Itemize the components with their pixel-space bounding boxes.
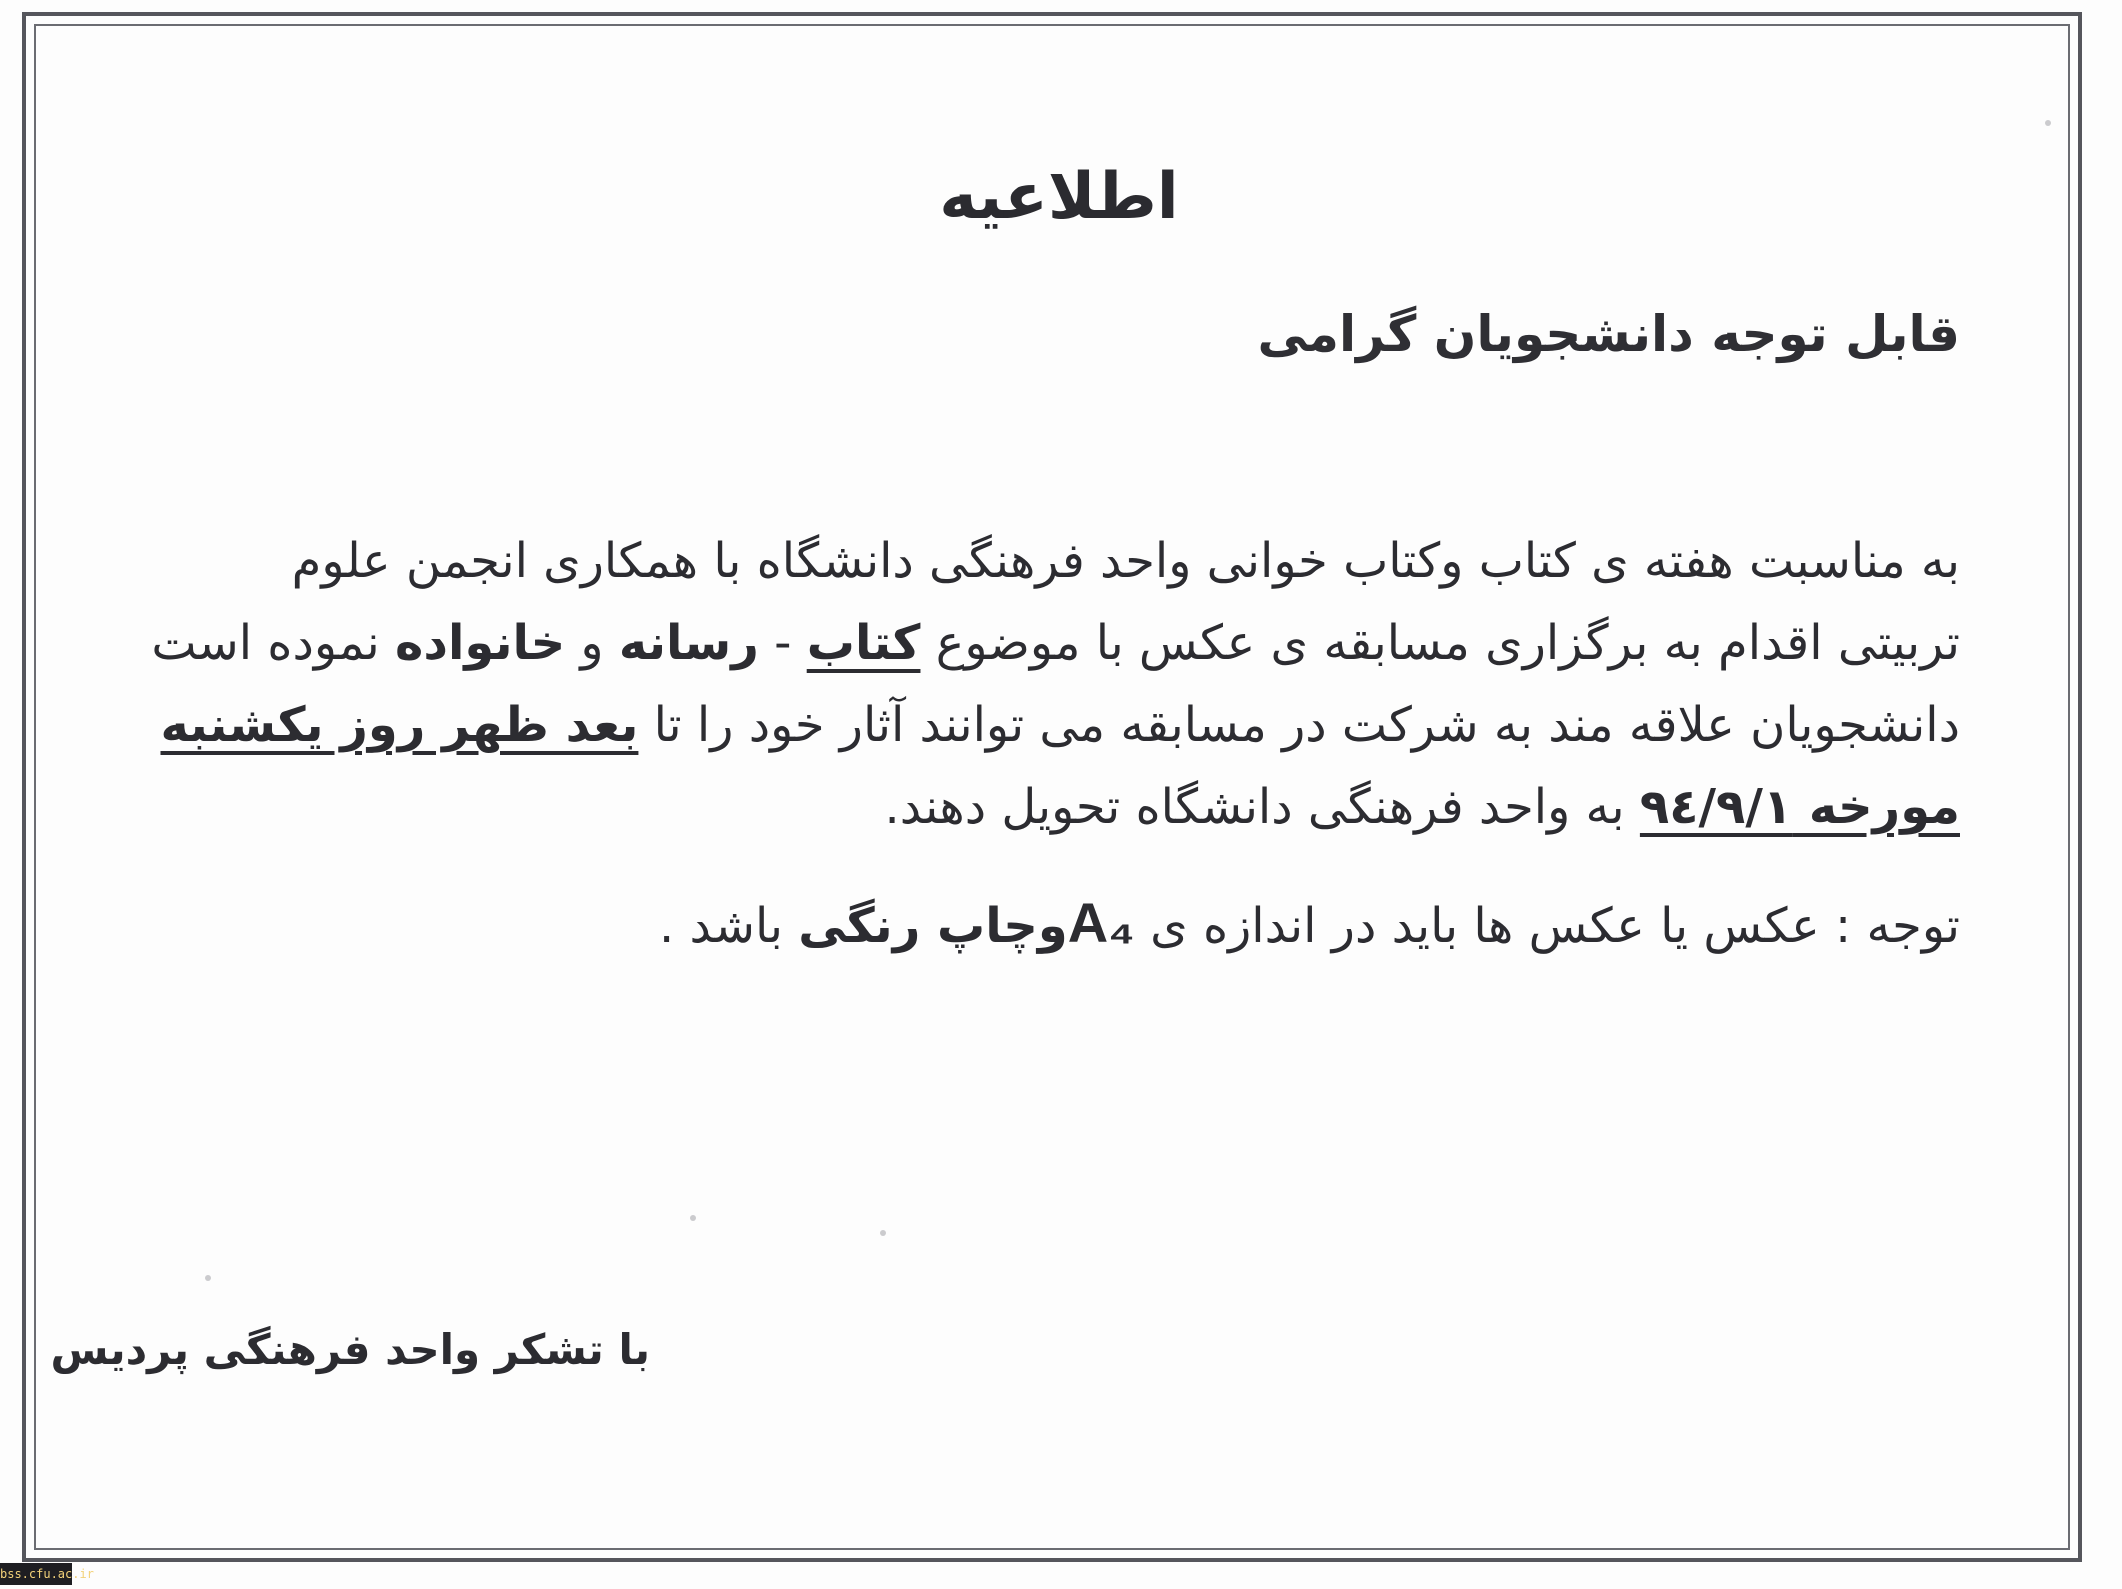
signature: با تشکر واحد فرهنگی پردیس: [50, 1325, 650, 1374]
salutation: قابل توجه دانشجویان گرامی: [1257, 305, 1960, 363]
scan-speck: [880, 1230, 886, 1236]
topic-khanevade: خانواده: [395, 615, 566, 671]
deadline-date: مورخه ۹٤/۹/۱: [1639, 779, 1960, 835]
scan-speck: [690, 1215, 696, 1221]
topic-resane: رسانه: [618, 615, 759, 671]
body-line-3: دانشجویان علاقه مند به شرکت در مسابقه می توانند آثار خود را تا بعد ظهر روز یکشنبه: [160, 697, 1960, 753]
scan-speck: [2045, 120, 2051, 126]
note-line: توجه : عکس یا عکس ها باید در اندازه ی A₄وچاپ رنگی باشد .: [659, 891, 1960, 954]
site-watermark: bss.cfu.ac.ir: [0, 1563, 72, 1585]
body-line-1: به مناسبت هفته ی کتاب وکتاب خوانی واحد فرهنگی دانشگاه با همکاری انجمن علوم: [291, 533, 1960, 589]
deadline-day: بعد ظهر روز یکشنبه: [160, 697, 639, 753]
topic-kitab: کتاب: [806, 615, 921, 671]
paper-size: A₄: [1067, 891, 1135, 954]
body-line-2: تربیتی اقدام به برگزاری مسابقه ی عکس با موضوع کتاب - رسانه و خانواده نموده است: [151, 615, 1960, 671]
scan-speck: [205, 1275, 211, 1281]
body-line-4: مورخه ۹٤/۹/۱ به واحد فرهنگی دانشگاه تحویل دهند.: [884, 779, 1960, 835]
notice-title: اطلاعیه: [939, 160, 1179, 234]
notice-body: [130, 520, 1960, 848]
